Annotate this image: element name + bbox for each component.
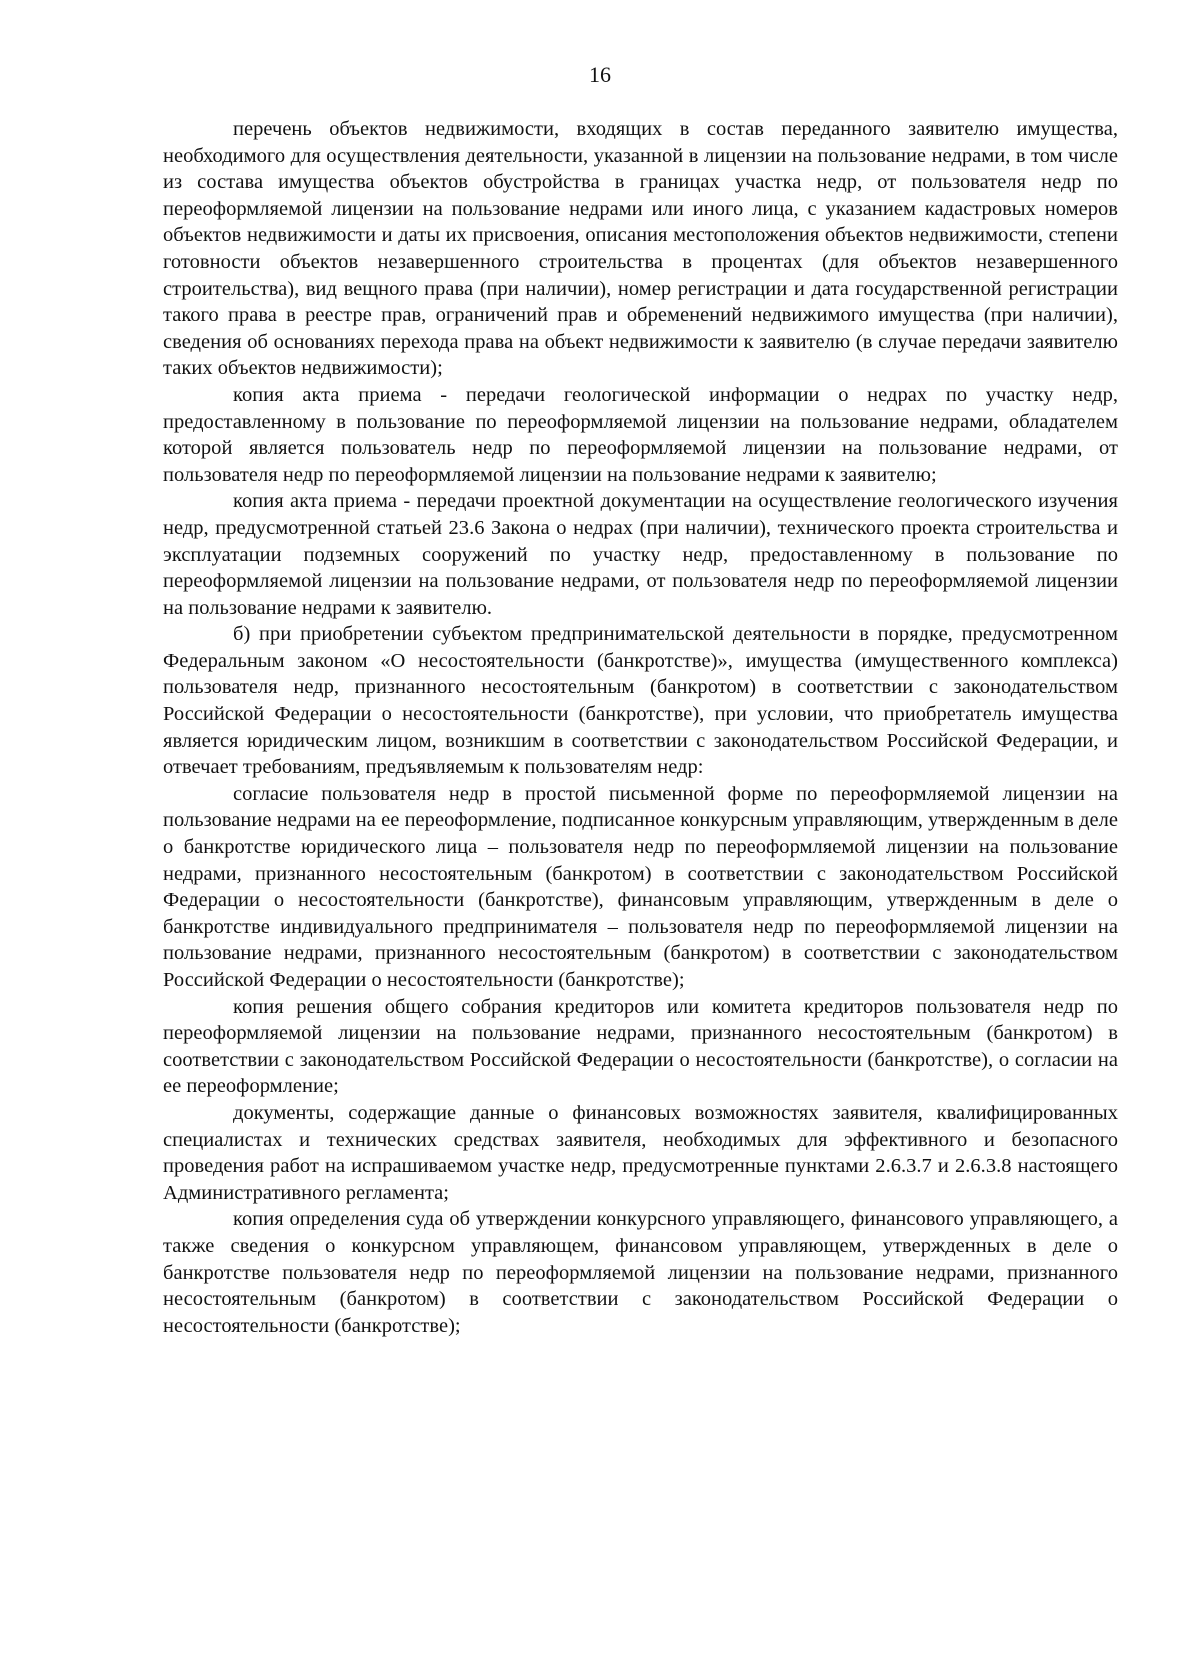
page-number: 16 [589,62,611,87]
paragraph-project-documentation-transfer: копия акта приема - передачи проектной документации на осуществление геологического изучения недр, предусмотренной статьей 23.6 Закона о недрах (при наличии), технического проекта строительства и эксплуатации подземных сооружений по участку недр, предоставленному в пользование по переоформляемой лицензии на пользование недрами, от пользователя недр по переоформляемой лицензии на пользование недрами к заявителю. [163,490,1118,619]
paragraph-geological-info-transfer: копия акта приема - передачи геологической информации о недрах по участку недр, предоставленному в пользование по переоформляемой лицензии на пользование недрами, обладателем которой является пользователь недр по переоформляемой лицензии на пользование недрами, от пользователя недр по переоформляемой лицензии на пользование недрами к заявителю; [163,383,1118,486]
paragraph-financial-capabilities: документы, содержащие данные о финансовых возможностях заявителя, квалифицированных специалистах и технических средствах заявителя, необходимых для эффективного и безопасного проведения работ на испрашиваемом участке недр, предусмотренные пунктами 2.6.3.7 и 2.6.3.8 настоящего Административного регламента; [163,1101,1118,1204]
paragraph-user-consent: согласие пользователя недр в простой письменной форме по переоформляемой лицензии на пользование недрами на ее переоформление, подписанное конкурсным управляющим, утвержденным в деле о банкротстве юридического лица – пользователя недр по переоформляемой лицензии на пользование недрами, признанного несостоятельным (банкротом) в соответствии с законодательством Российской Федерации о несостоятельности (банкротстве), финансовым управляющим, утвержденным в деле о банкротстве индивидуального предпринимателя – пользователя недр по переоформляемой лицензии на пользование недрами, признанного несостоятельным (банкротом) в соответствии с законодательством Российской Федерации о несостоятельности (банкротстве); [163,782,1118,991]
paragraph-creditors-decision: копия решения общего собрания кредиторов или комитета кредиторов пользователя недр по переоформляемой лицензии на пользование недрами, признанного несостоятельным (банкротом) в соответствии с законодательством Российской Федерации о несостоятельности (банкротстве), о согласии на ее переоформление; [163,995,1118,1098]
document-body [163,116,1118,1339]
paragraph-court-determination: копия определения суда об утверждении конкурсного управляющего, финансового управляющего, а также сведения о конкурсном управляющем, финансовом управляющем, утвержденных в деле о банкротстве пользователя недр по переоформляемой лицензии на пользование недрами, признанного несостоятельным (банкротом) в соответствии с законодательством Российской Федерации о несостоятельности (банкротстве); [163,1208,1118,1337]
paragraph-bankruptcy-acquisition: б) при приобретении субъектом предпринимательской деятельности в порядке, предусмотренном Федеральным законом «О несостоятельности (банкротстве)», имущества (имущественного комплекса) пользователя недр, признанного несостоятельным (банкротом) в соответствии с законодательством Российской Федерации о несостоятельности (банкротстве), при условии, что приобретатель имущества является юридическим лицом, возникшим в соответствии с законодательством Российской Федерации, и отвечает требованиям, предъявляемым к пользователям недр: [163,623,1118,779]
paragraph-real-estate-list: перечень объектов недвижимости, входящих в состав переданного заявителю имущества, необходимого для осуществления деятельности, указанной в лицензии на пользование недрами, в том числе из состава имущества объектов обустройства в границах участка недр, от пользователя недр по переоформляемой лицензии на пользование недрами или иного лица, с указанием кадастровых номеров объектов недвижимости и даты их присвоения, описания местоположения объектов недвижимости, степени готовности объектов незавершенного строительства в процентах (для объектов незавершенного строительства), вид вещного права (при наличии), номер регистрации и дата государственной регистрации такого права в реестре прав, ограничений прав и обременений недвижимого имущества (при наличии), сведения об основаниях перехода права на объект недвижимости к заявителю (в случае передачи заявителю таких объектов недвижимости); [163,118,1118,380]
